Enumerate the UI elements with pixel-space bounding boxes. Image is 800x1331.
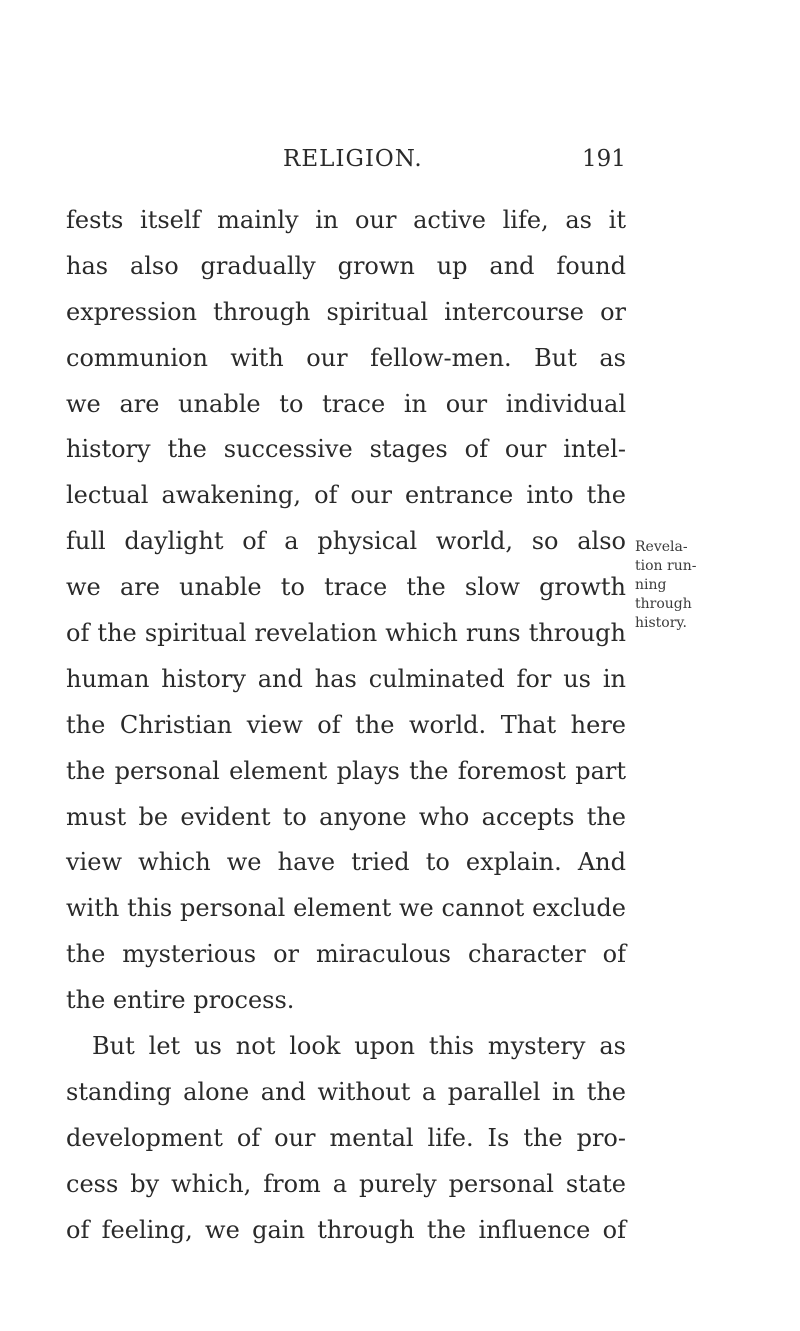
text-line: the entire process. [66, 986, 295, 1015]
margin-note-line: tion run- [635, 558, 697, 574]
body-text [66, 198, 626, 1253]
text-line: standing alone and without a parallel in the [66, 1077, 626, 1106]
text-line: of feeling, we gain through the influence of [66, 1215, 626, 1244]
running-head: RELIGION. [283, 146, 423, 172]
margin-note-line: through [635, 596, 692, 612]
text-line: communion with our fellow-men. But as [66, 343, 626, 372]
text-line: expression through spiritual intercourse or [66, 297, 626, 326]
text-line: with this personal element we cannot exclude [66, 894, 626, 923]
text-line: cess by which, from a purely personal state [66, 1169, 626, 1198]
margin-note-line: history. [635, 615, 687, 631]
text-line: fests itself mainly in our active life, as it [66, 206, 626, 234]
text-line: the personal element plays the foremost part [66, 756, 626, 785]
text-line: must be evident to anyone who accepts the [66, 802, 626, 831]
text-line: development of our mental life. Is the pro- [66, 1123, 626, 1152]
text-line: the Christian view of the world. That here [66, 710, 626, 739]
text-line: has also gradually grown up and found [66, 251, 626, 280]
text-line: lectual awakening, of our entrance into the [66, 481, 626, 510]
margin-note-line: ning [635, 577, 667, 593]
text-line: view which we have tried to explain. And [66, 848, 626, 877]
margin-note [635, 538, 745, 633]
text-line: the mysterious or miraculous character of [66, 940, 626, 969]
text-line: we are unable to trace in our individual [66, 389, 626, 418]
text-line: But let us not look upon this mystery as [92, 1032, 626, 1061]
page-number: 191 [582, 146, 626, 172]
margin-note-line: Revela- [635, 539, 688, 555]
text-line: we are unable to trace the slow growth [66, 573, 626, 602]
text-line: history the successive stages of our intel- [66, 435, 626, 464]
text-line: of the spiritual revelation which runs through [66, 619, 626, 648]
text-line: human history and has culminated for us in [66, 664, 626, 693]
page-header [0, 146, 800, 178]
text-line: full daylight of a physical world, so also [66, 527, 626, 556]
